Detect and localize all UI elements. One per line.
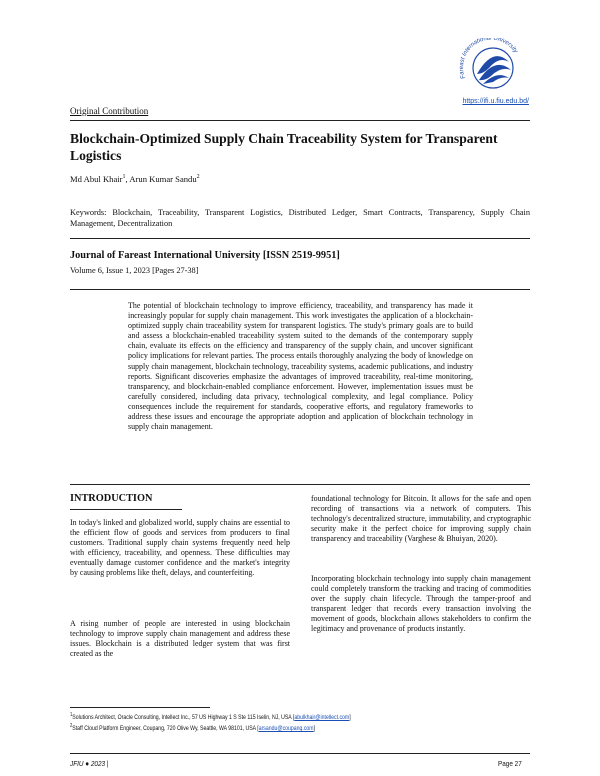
footnote-bracket: ] bbox=[313, 725, 316, 733]
paragraph: In today's linked and globalized world, supply chains are essential to the efficient flow of goods and services from producers to final customers. Traditional supply chain systems frequently need help with efficiency, traceability, and openness. These difficulties may eventually damage customer confidence and the market's integrity by causing problems like theft, delays, and counterfeiting. bbox=[70, 518, 290, 578]
author-affiliation-mark: 1 bbox=[122, 174, 126, 181]
author-affiliation-mark: 2 bbox=[196, 174, 200, 181]
paragraph: A rising number of people are interested in using blockchain technology to improve supply chain management and address these issues. Blockchain is a distributed ledger system that was first created as the bbox=[70, 619, 290, 659]
author-separator: , bbox=[125, 174, 130, 184]
author-name: Md Abul Khair bbox=[70, 174, 123, 184]
footnote-text: Staff Cloud Platform Engineer, Coupang, 720 Olive Wy, Seattle, WA 98101, USA [ bbox=[72, 725, 259, 733]
footnote-mark: 2 bbox=[70, 723, 73, 729]
volume-info: Volume 6, Issue 1, 2023 [Pages 27-38] bbox=[70, 266, 199, 275]
email-link[interactable]: arsandu@coupang.com bbox=[258, 725, 314, 733]
keywords: Keywords: Blockchain, Traceability, Transparent Logistics, Distributed Ledger, Smart Contracts, Transparency, Supply Chain Management, Decentralization bbox=[70, 208, 530, 228]
footer-divider bbox=[70, 753, 530, 754]
footnote bbox=[70, 712, 351, 721]
top-divider bbox=[70, 120, 530, 121]
author-name: Arun Kumar Sandu bbox=[129, 174, 197, 184]
university-logo bbox=[455, 38, 527, 96]
footnote-text: Solutions Architect, Oracle Consulting, Intellect Inc., 57 US Highway 1 S Ste 115 Iselin, NJ, USA [ bbox=[72, 714, 295, 722]
page-number: Page 27 bbox=[498, 759, 522, 768]
footnote bbox=[70, 723, 315, 732]
paragraph: foundational technology for Bitcoin. It allows for the safe and open recording of transactions via a network of computers. This technology's decentralized structure, immutability, and cryptographic security make it the perfect choice for improving supply chain transparency and traceability (Varghese & Bhuiyan, 2020). bbox=[311, 494, 531, 544]
abstract: The potential of blockchain technology to improve efficiency, traceability, and transparency has made it increasingly popular for supply chain management. This work investigates the application of a blockchain-optimized supply chain traceability system for transparent logistics. The study's primary goals are to build and assess a blockchain-enabled traceability system suited to the demands of the contemporary supply chain, evaluate its effects on the efficiency and transparency of the supply chain, and uncover significant policy implications for relevant parties. The process entails thoroughly analyzing the body of knowledge on supply chain management, blockchain technology, traceability systems, academic publications, and industry reports. Significant discoveries emphasize the advantages of improved traceability, real-time monitoring, transparency, and blockchain-enabled compliance enforcement. However, implementation issues must be carefully considered, including data privacy, technological complexity, and legal compliance. Policy consequences include the requirement for standards, cooperative efforts, and regulatory frameworks to address these issues and encourage the appropriate adoption and application of blockchain technology in supply chain management. bbox=[128, 301, 473, 432]
heading-underline bbox=[70, 509, 182, 510]
keywords-divider bbox=[70, 238, 530, 239]
footnote-bracket: ] bbox=[349, 714, 351, 722]
paragraph: Incorporating blockchain technology into supply chain management could completely transform the tracking and tracing of commodities over the supply chain lifecycle. Through the tamper-proof and transparent ledger that records every transaction involving the movement of goods, blockchain allows stakeholders to confirm the legitimacy and provenance of products instantly. bbox=[311, 574, 531, 634]
section-heading: INTRODUCTION bbox=[70, 493, 153, 504]
author-line bbox=[70, 174, 200, 184]
footer-journal: JFIU ● 2023 | bbox=[70, 759, 109, 768]
logo-text: Fareast International University bbox=[459, 38, 519, 80]
section-label: Original Contribution bbox=[70, 106, 149, 116]
footnote-divider bbox=[70, 707, 210, 708]
abstract-top-divider bbox=[70, 289, 530, 290]
journal-url-link[interactable]: https://ifi.u.fiu.edu.bd/ bbox=[462, 98, 529, 105]
email-link[interactable]: abulkhair@intellect.com bbox=[294, 714, 350, 722]
abstract-bottom-divider bbox=[70, 484, 530, 485]
article-title: Blockchain-Optimized Supply Chain Traceability System for Transparent Logistics bbox=[70, 131, 498, 163]
footnote-mark: 1 bbox=[70, 712, 73, 718]
journal-name: Journal of Fareast International University [ISSN 2519-9951] bbox=[70, 250, 340, 261]
